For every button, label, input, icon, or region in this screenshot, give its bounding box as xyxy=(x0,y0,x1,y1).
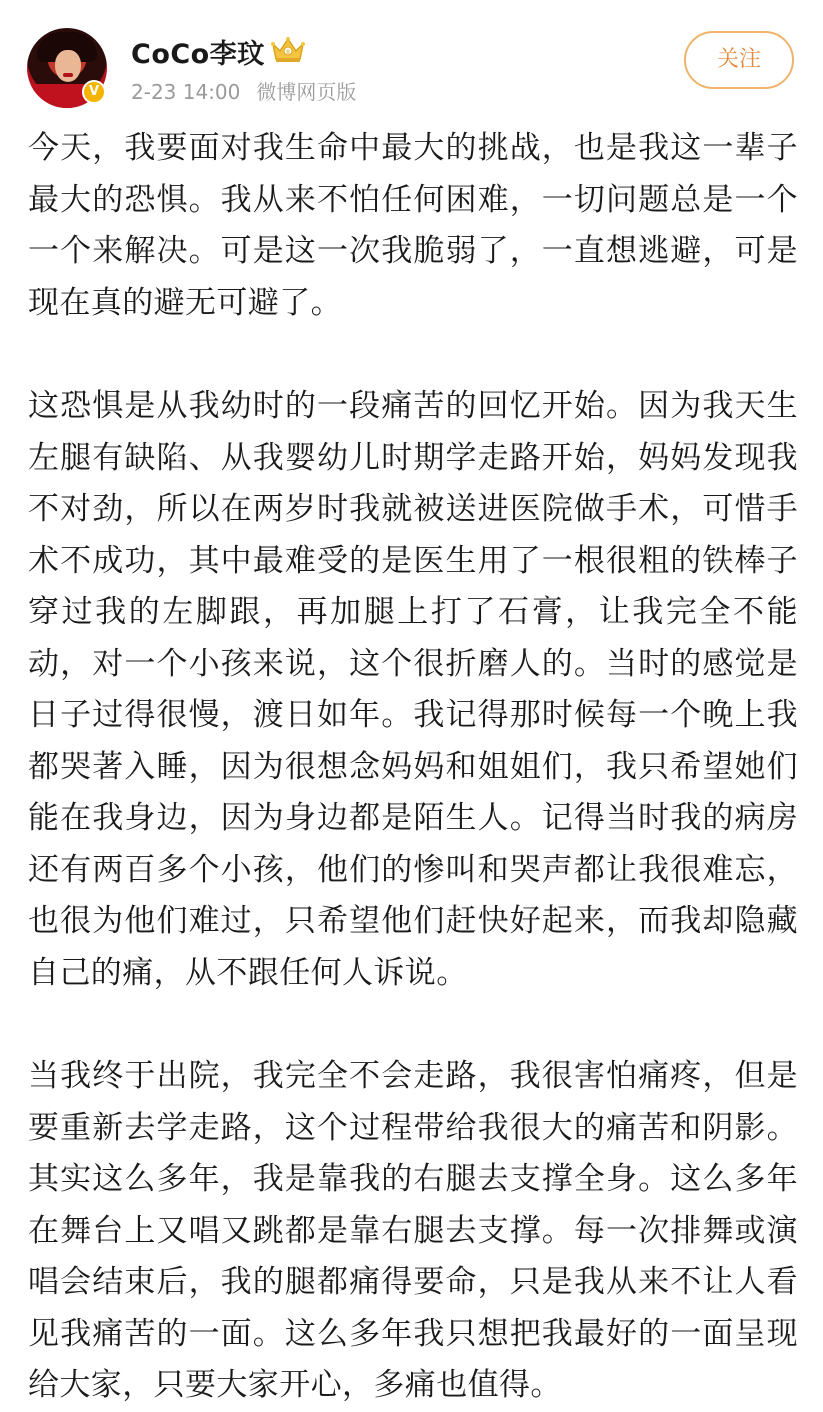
post-content xyxy=(28,123,798,1412)
post-timestamp: 2-23 14:00 xyxy=(131,80,241,104)
crown-badge-icon xyxy=(270,34,306,64)
follow-button[interactable]: 关注 xyxy=(684,31,794,89)
post-header xyxy=(0,0,823,120)
post-paragraph-1: 今天，我要面对我生命中最大的挑战，也是我这一辈子最大的恐惧。我从来不怕任何困难，一切问题总是一个一个来解决。可是这一次我脆弱了，一直想逃避，可是现在真的避无可避了。 xyxy=(28,130,798,321)
post-paragraph-2: 这恐惧是从我幼时的一段痛苦的回忆开始。因为我天生左腿有缺陷、从我婴幼儿时期学走路开始，妈妈发现我不对劲，所以在两岁时我就被送进医院做手术，可惜手术不成功，其中最难受的是医生用了一根很粗的铁棒子穿过我的左脚跟，再加腿上打了石膏，让我完全不能动，对一个小孩来说，这个很折磨人的。当时的感觉是日子过得很慢，渡日如年。我记得那时候每一个晚上我都哭著入睡，因为很想念妈妈和姐姐们，我只希望她们能在我身边，因为身边都是陌生人。记得当时我的病房还有两百多个小孩，他们的惨叫和哭声都让我很难忘，也很为他们难过，只希望他们赶快好起来，而我却隐藏自己的痛，从不跟任何人诉说。 xyxy=(28,388,798,991)
verified-v-icon: V xyxy=(82,80,106,104)
svg-text:8: 8 xyxy=(286,49,290,56)
avatar-face-shape xyxy=(55,50,81,82)
post-source: 微博网页版 xyxy=(256,80,357,104)
username[interactable]: CoCo李玟 xyxy=(131,39,265,70)
post-meta xyxy=(131,76,356,105)
avatar-lips-shape xyxy=(63,73,73,77)
post-paragraph-3: 当我终于出院，我完全不会走路，我很害怕痛疼，但是要重新去学走路，这个过程带给我很大的痛苦和阴影。其实这么多年，我是靠我的右腿去支撑全身。这么多年在舞台上又唱又跳都是靠右腿去支撑。每一次排舞或演唱会结束后，我的腿都痛得要命，只是我从来不让人看见我痛苦的一面。这么多年我只想把我最好的一面呈现给大家，只要大家开心，多痛也值得。 xyxy=(28,1058,798,1403)
